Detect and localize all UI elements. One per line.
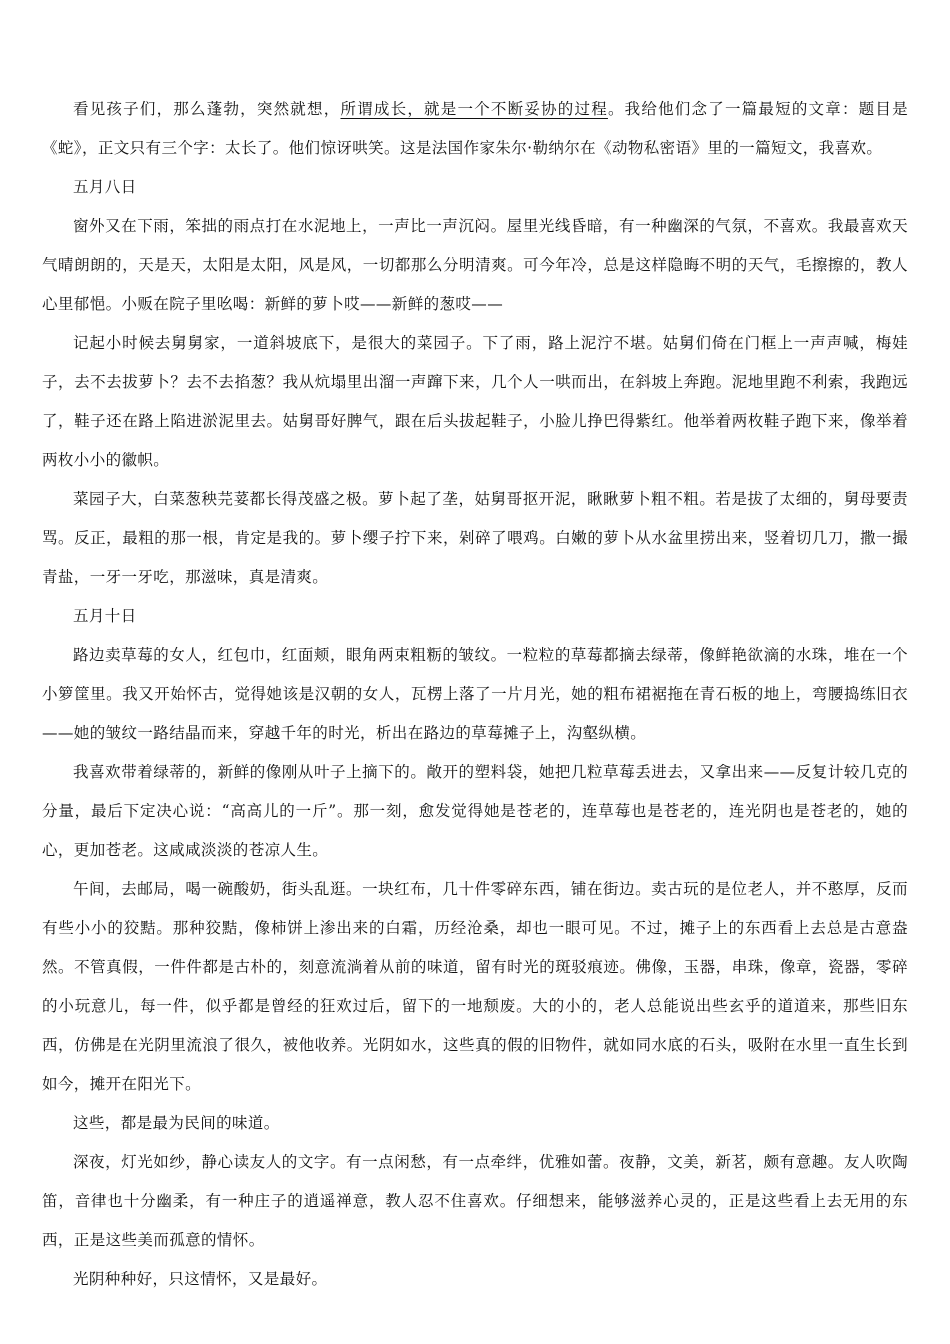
paragraph-6: 我喜欢带着绿蒂的，新鲜的像刚从叶子上摘下的。敞开的塑料袋，她把几粒草莓丢进去，又拿出来——反复计较几克的分量，最后下定决心说：“高高儿的一斤”。那一刻，愈发觉得她是苍老的，连草莓也是苍老的，连光阴也是苍老的，她的心，更加苍老。这咸咸淡淡的苍凉人生。 <box>42 763 908 859</box>
paragraph-4: 菜园子大，白菜葱秧芫荽都长得茂盛之极。萝卜起了垄，姑舅哥抠开泥，瞅瞅萝卜粗不粗。若是拔了太细的，舅母要责骂。反正，最粗的那一根，肯定是我的。萝卜缨子拧下来，剁碎了喂鸡。白嫩的萝卜从水盆里捞出来，竖着切几刀，撒一撮青盐，一牙一牙吃，那滋味，真是清爽。 <box>42 490 908 586</box>
paragraph-1-rest: 。我给他们念了一篇最短的文章：题目是《蛇》，正文只有三个字：太长了。他们惊讶哄笑。这是法国作家朱尔·勒纳尔在《动物私密语》里的一篇短文，我喜欢。 <box>42 100 909 157</box>
paragraph-1-lead: 看见孩子们，那么蓬勃，突然就想， <box>73 100 341 118</box>
paragraph-3: 记起小时候去舅舅家，一道斜坡底下，是很大的菜园子。下了雨，路上泥泞不堪。姑舅们倚在门框上一声声喊，梅娃子，去不去拔萝卜？去不去掐葱？我从炕塌里出溜一声蹿下来，几个人一哄而出，在斜坡上奔跑。泥地里跑不利索，我跑远了，鞋子还在路上陷进淤泥里去。姑舅哥好脾气，跟在后头拔起鞋子，小脸儿挣巴得紫红。他举着两枚鞋子跑下来，像举着两枚小小的徽帜。 <box>42 334 908 469</box>
underlined-sentence: 所谓成长，就是一个不断妥协的过程 <box>340 100 608 118</box>
paragraph-2: 窗外又在下雨，笨拙的雨点打在水泥地上，一声比一声沉闷。屋里光线昏暗，有一种幽深的气氛，不喜欢。我最喜欢天气晴朗朗的，天是天，太阳是太阳，风是风，一切都那么分明清爽。可今年冷，总是这样隐晦不明的天气，毛擦擦的，教人心里郁悒。小贩在院子里吆喝：新鲜的萝卜哎——新鲜的葱哎—— <box>42 217 908 313</box>
date-heading-may-8: 五月八日 <box>73 178 137 196</box>
paragraph-10: 光阴种种好，只这情怀，又是最好。 <box>73 1270 328 1288</box>
document-body <box>42 90 908 1299</box>
paragraph-8: 这些，都是最为民间的味道。 <box>73 1114 280 1132</box>
paragraph-9: 深夜，灯光如纱，静心读友人的文字。有一点闲愁，有一点牵绊，优雅如蕾。夜静，文美，新茗，颇有意趣。友人吹陶笛，音律也十分幽柔，有一种庄子的逍遥禅意，教人忍不住喜欢。仔细想来，能够滋养心灵的，正是这些看上去无用的东西，正是这些美而孤意的情怀。 <box>42 1153 908 1249</box>
paragraph-5: 路边卖草莓的女人，红包巾，红面颊，眼角两束粗粝的皱纹。一粒粒的草莓都摘去绿蒂，像鲜艳欲滴的水珠，堆在一个小箩筐里。我又开始怀古，觉得她该是汉朝的女人，瓦楞上落了一片月光，她的粗布裙裾拖在青石板的地上，弯腰捣练旧衣——她的皱纹一路结晶而来，穿越千年的时光，析出在路边的草莓摊子上，沟壑纵横。 <box>42 646 908 742</box>
paragraph-1 <box>42 90 908 168</box>
date-heading-may-10: 五月十日 <box>73 607 137 625</box>
paragraph-7: 午间，去邮局，喝一碗酸奶，街头乱逛。一块红布，几十件零碎东西，铺在街边。卖古玩的是位老人，并不憨厚，反而有些小小的狡黠。那种狡黠，像柿饼上渗出来的白霜，历经沧桑，却也一眼可见。不过，摊子上的东西看上去总是古意盎然。不管真假，一件件都是古朴的，刻意流淌着从前的味道，留有时光的斑驳痕迹。佛像，玉器，串珠，像章，瓷器，零碎的小玩意儿，每一件，似乎都是曾经的狂欢过后，留下的一地颓废。大的小的，老人总能说出些玄乎的道道来，那些旧东西，仿佛是在光阴里流浪了很久，被他收养。光阴如水，这些真的假的旧物件，就如同水底的石头，吸附在水里一直生长到如今，摊开在阳光下。 <box>42 880 908 1093</box>
